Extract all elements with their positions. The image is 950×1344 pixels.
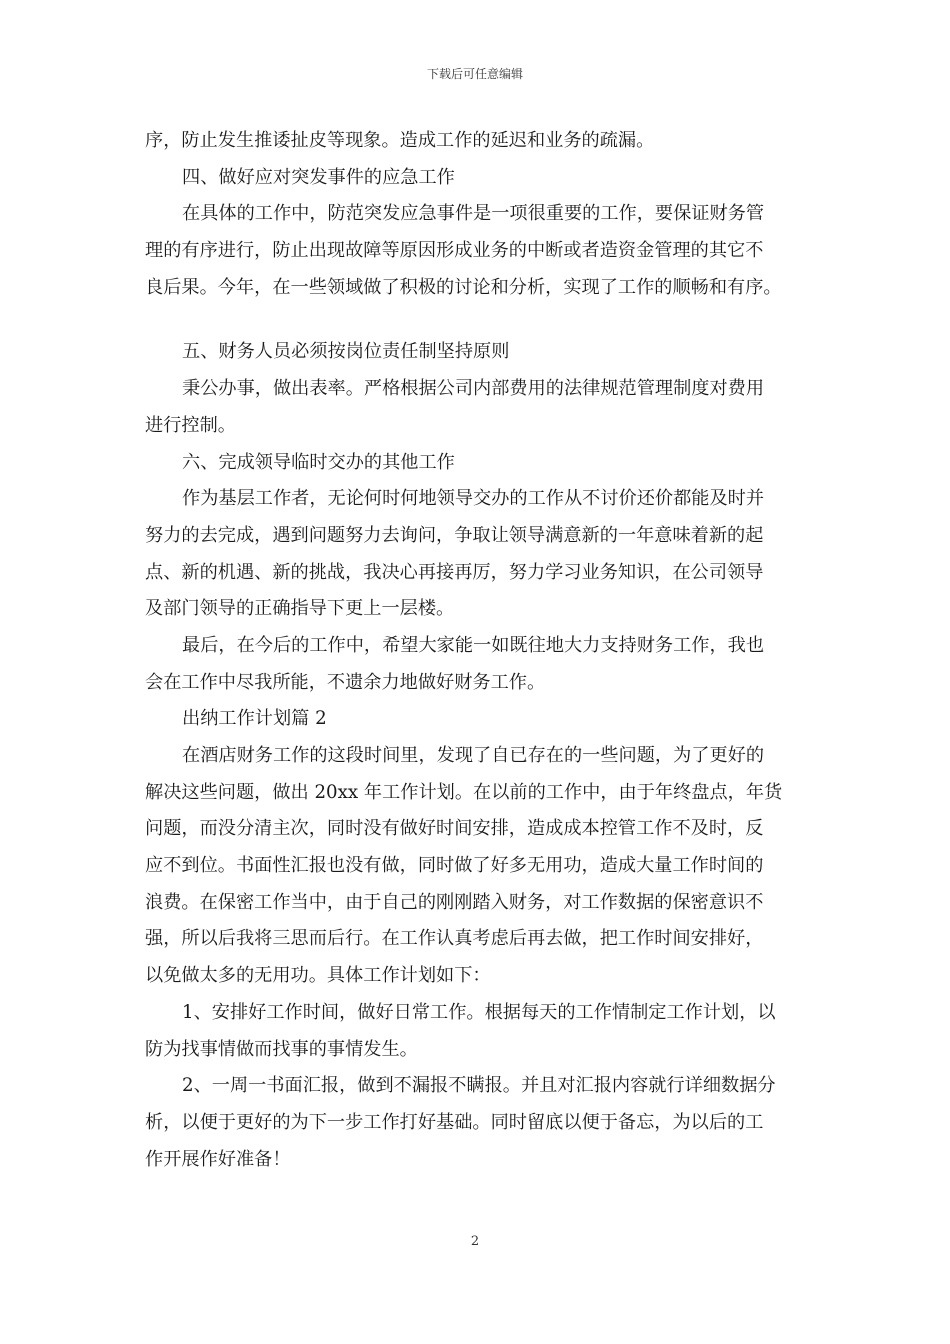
paragraph-line: 在具体的工作中，防范突发应急事件是一项很重要的工作，要保证财务管 — [182, 203, 765, 225]
section-heading: 五、财务人员必须按岗位责任制坚持原则 — [182, 341, 510, 363]
paragraph-line: 最后，在今后的工作中，希望大家能一如既往地大力支持财务工作，我也 — [182, 634, 765, 656]
page-header: 下载后可任意编辑 — [426, 67, 523, 81]
list-item: 1、安排好工作时间，做好日常工作。根据每天的工作情制定工作计划，以 — [182, 1001, 776, 1023]
paragraph-line: 点、新的机遇、新的挑战，我决心再接再厉，努力学习业务知识，在公司领导 — [145, 561, 764, 583]
paragraph-line: 进行控制。 — [145, 414, 236, 436]
paragraph-line: 浪费。在保密工作当中，由于自己的刚刚踏入财务，对工作数据的保密意识不 — [145, 891, 764, 913]
paragraph-line: 作开展作好准备！ — [145, 1148, 291, 1170]
paragraph-line: 析，以便于更好的为下一步工作打好基础。同时留底以便于备忘，为以后的工 — [145, 1111, 764, 1133]
paragraph-line: 问题，而没分清主次，同时没有做好时间安排，造成成本控管工作不及时，反 — [145, 818, 764, 840]
paragraph-line: 在酒店财务工作的这段时间里，发现了自已存在的一些问题，为了更好的 — [182, 745, 765, 766]
paragraph-line: 秉公办事，做出表率。严格根据公司内部费用的法律规范管理制度对费用 — [182, 378, 765, 400]
section-heading: 出纳工作计划篇 2 — [182, 708, 327, 730]
paragraph-line: 良后果。今年，在一些领域做了积极的讨论和分析，实现了工作的顺畅和有序。 — [145, 276, 782, 298]
page-number: 2 — [470, 1234, 480, 1249]
paragraph-line: 努力的去完成，遇到问题努力去询问，争取让领导满意新的一年意味着新的起 — [145, 524, 764, 546]
paragraph-line: 解决这些问题，做出 20xx 年工作计划。在以前的工作中，由于年终盘点，年货 — [145, 781, 783, 803]
section-heading: 四、做好应对突发事件的应急工作 — [182, 166, 455, 188]
paragraph-line: 会在工作中尽我所能，不遗余力地做好财务工作。 — [145, 671, 546, 693]
paragraph-line: 作为基层工作者，无论何时何地领导交办的工作从不讨价还价都能及时并 — [182, 488, 765, 510]
paragraph-line: 序，防止发生推诿扯皮等现象。造成工作的延迟和业务的疏漏。 — [145, 130, 655, 151]
section-heading: 六、完成领导临时交办的其他工作 — [182, 451, 455, 473]
paragraph-line: 以免做太多的无用功。具体工作计划如下： — [145, 965, 491, 987]
paragraph-line: 理的有序进行，防止出现故障等原因形成业务的中断或者造资金管理的其它不 — [145, 240, 764, 262]
blank-spacer — [145, 306, 810, 334]
paragraph-line: 及部门领导的正确指导下更上一层楼。 — [145, 598, 455, 620]
paragraph-line: 应不到位。书面性汇报也没有做，同时做了好多无用功，造成大量工作时间的 — [145, 855, 764, 877]
paragraph-line: 防为找事情做而找事的事情发生。 — [145, 1038, 418, 1060]
paragraph-line: 强，所以后我将三思而后行。在工作认真考虑后再去做，把工作时间安排好， — [145, 928, 764, 950]
list-item: 2、一周一书面汇报，做到不漏报不瞒报。并且对汇报内容就行详细数据分 — [182, 1075, 776, 1097]
document-body — [145, 123, 810, 1178]
